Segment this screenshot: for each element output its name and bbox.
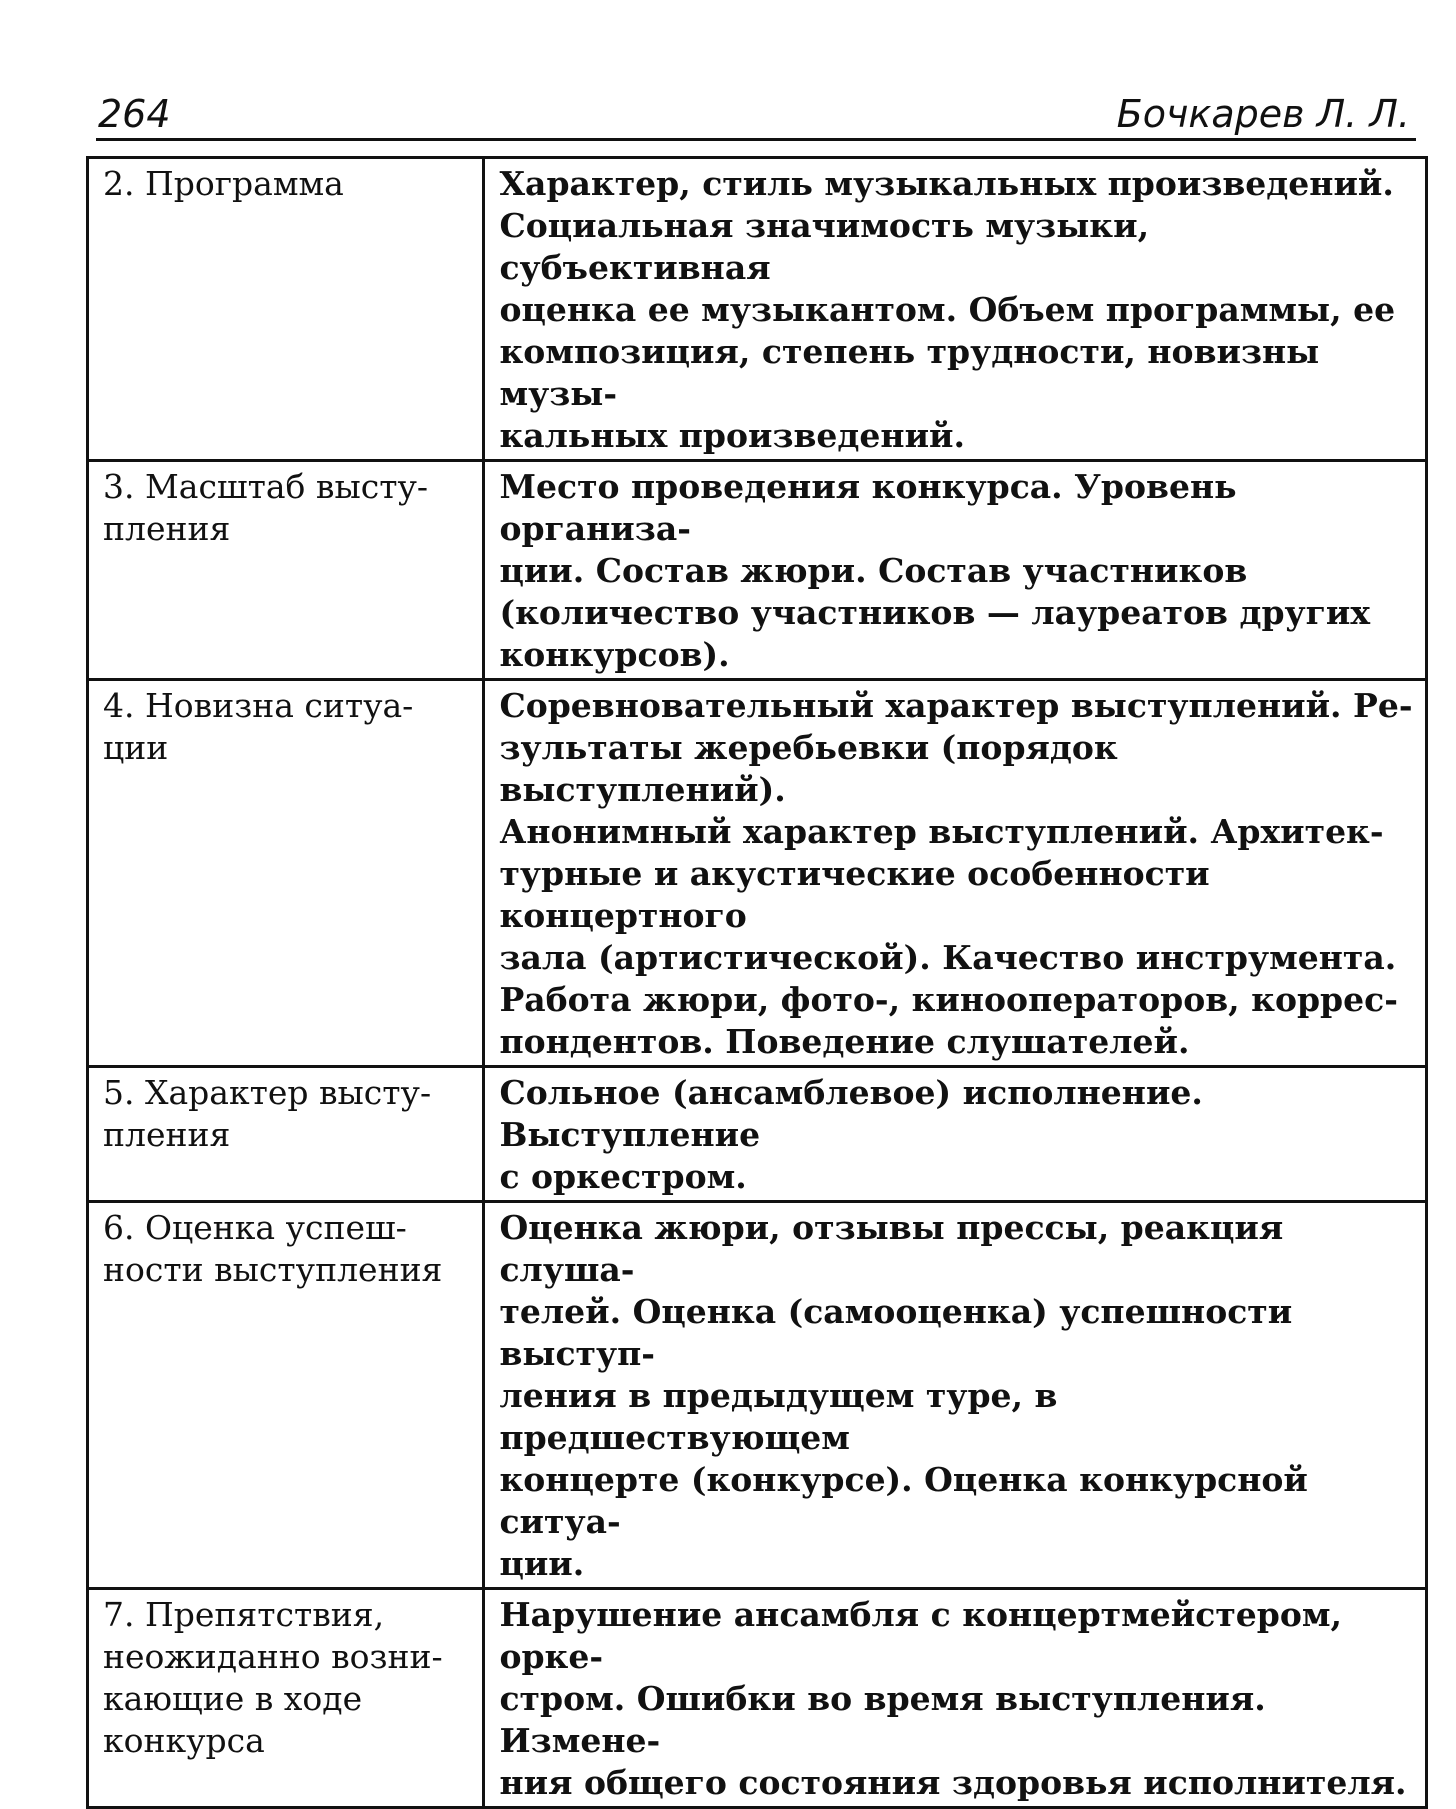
description-text: Соревновательный характер выступлений. Ре- зультаты жеребьевки (порядок выступлений). Анонимный характер выступлений. Архитек- турные и акустические особенности концертного зала (артистической). Качество инструмента. Работа жюри, фото-, кинооператоров, коррес- пондентов. Поведение слушателей.: [499, 686, 1413, 1061]
factor-cell: [88, 1202, 484, 1589]
description-text: Нарушение ансамбля с концертмейстером, орке- стром. Ошибки во время выступления. Измене- ния общего состояния здоровья исполнителя.: [499, 1595, 1407, 1802]
factor-text: 7. Препятствия, неожиданно возни- кающие в ходе конкурса: [103, 1595, 443, 1760]
factor-cell: [88, 158, 484, 461]
table-row: [88, 1202, 1427, 1589]
page-header: [96, 86, 1416, 141]
description-cell: [484, 1589, 1427, 1808]
table-row: [88, 1589, 1427, 1808]
description-cell: [484, 461, 1427, 680]
factors-table: [86, 156, 1428, 1809]
factor-cell: [88, 680, 484, 1067]
running-head: Бочкарев Л. Л.: [1116, 92, 1410, 136]
table-row: [88, 680, 1427, 1067]
factor-text: 2. Программа: [103, 164, 344, 203]
description-cell: [484, 1202, 1427, 1589]
description-text: Оценка жюри, отзывы прессы, реакция слуша- телей. Оценка (самооценка) успешности выступ- ления в предыдущем туре, в предшествующем концерте (конкурсе). Оценка конкурсной ситуа- ции.: [499, 1208, 1308, 1583]
description-cell: [484, 158, 1427, 461]
description-cell: [484, 680, 1427, 1067]
table-row: [88, 1067, 1427, 1202]
factor-cell: [88, 461, 484, 680]
factor-text: 3. Масштаб высту- пления: [103, 467, 429, 548]
factor-cell: [88, 1589, 484, 1808]
description-text: Сольное (ансамблевое) исполнение. Выступление с оркестром.: [499, 1073, 1203, 1196]
table-row: [88, 461, 1427, 680]
factor-text: 6. Оценка успеш- ности выступления: [103, 1208, 443, 1289]
factor-text: 5. Характер высту- пления: [103, 1073, 432, 1154]
table-row: [88, 158, 1427, 461]
factor-cell: [88, 1067, 484, 1202]
factor-text: 4. Новизна ситуа- ции: [103, 686, 414, 767]
description-text: Место проведения конкурса. Уровень организа- ции. Состав жюри. Состав участников (количество участников — лауреатов других конкурсов).: [499, 467, 1371, 674]
description-cell: [484, 1067, 1427, 1202]
description-text: Характер, стиль музыкальных произведений. Социальная значимость музыки, субъективная оценка ее музыкантом. Объем программы, ее композиция, степень трудности, новизны музы- кальных произведений.: [499, 164, 1396, 455]
page-number: 264: [98, 92, 171, 136]
